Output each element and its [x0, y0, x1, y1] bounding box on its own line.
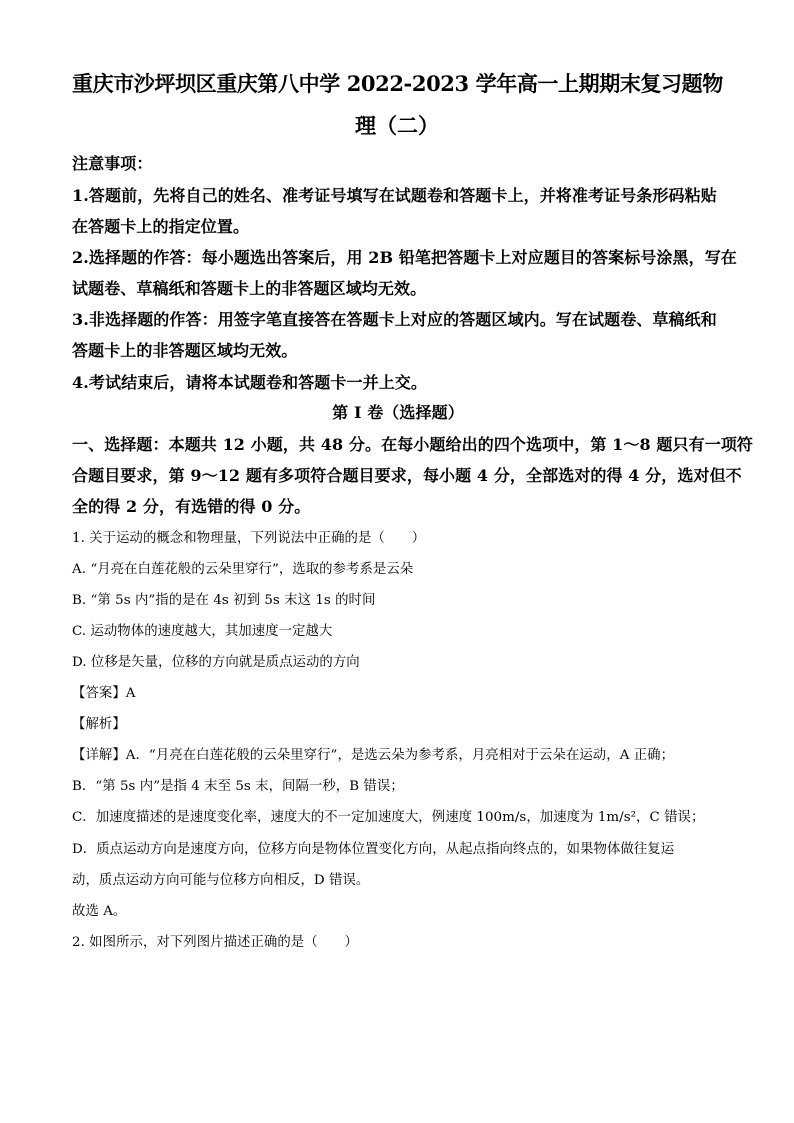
section-intro-line: 合题目要求，第 9～12 题有多项符合题目要求，每小题 4 分，全部选对的得 4 分，选对但不	[72, 466, 742, 485]
question-1-stem: 1. 关于运动的概念和物理量，下列说法中正确的是（ ）	[72, 531, 426, 546]
question-1-detail-line: 动，质点运动方向可能与位移方向相反，D 错误。	[72, 873, 370, 888]
question-1-analysis-label: 【解析】	[72, 717, 126, 732]
section-intro-line: 全的得 2 分，有选错的得 0 分。	[72, 497, 311, 516]
question-1-detail-line: 【详解】A．“月亮在白莲花般的云朵里穿行”，是选云朵为参考系，月亮相对于云朵在运动，A 正确；	[72, 748, 675, 763]
question-1-detail-line: D．质点运动方向是速度方向，位移方向是物体位置变化方向，从起点指向终点的，如果物体做往复运	[72, 842, 675, 857]
notice-line: 在答题卡上的指定位置。	[72, 217, 250, 236]
question-1-detail-line: C．加速度描述的是速度变化率，速度大的不一定加速度大，例速度 100m/s，加速度为 1m/s²，C 错误；	[72, 810, 705, 825]
section-intro-line: 一、选择题：本题共 12 小题，共 48 分。在每小题给出的四个选项中，第 1～8 题只有一项符	[72, 435, 754, 454]
document-title-line-1: 重庆市沙坪坝区重庆第八中学 2022-2023 学年高一上期期末复习题物	[72, 71, 723, 96]
question-2-stem: 2. 如图所示，对下列图片描述正确的是（ ）	[72, 935, 358, 950]
question-1-option-c: C. 运动物体的速度越大，其加速度一定越大	[72, 624, 333, 639]
notice-line: 答题卡上的非答题区域均无效。	[72, 341, 298, 360]
question-1-option-d: D. 位移是矢量，位移的方向就是质点运动的方向	[72, 655, 360, 670]
question-1-answer: 【答案】A	[72, 686, 136, 701]
question-1-option-a: A. “月亮在白莲花般的云朵里穿行”，选取的参考系是云朵	[72, 562, 414, 577]
notice-line: 1.答题前，先将自己的姓名、准考证号填写在试题卷和答题卡上，并将准考证号条形码粘贴	[72, 186, 717, 205]
notice-line: 4.考试结束后，请将本试题卷和答题卡一并上交。	[72, 373, 428, 392]
question-1-detail-line: B．“第 5s 内”是指 4 末至 5s 末，间隔一秒，B 错误；	[72, 779, 404, 794]
notice-line: 试题卷、草稿纸和答题卡上的非答题区域均无效。	[72, 279, 427, 298]
question-1-option-b: B. “第 5s 内”指的是在 4s 初到 5s 末这 1s 的时间	[72, 593, 376, 608]
notice-heading: 注意事项：	[72, 154, 153, 173]
section-title: 第 I 卷（选择题）	[332, 403, 464, 422]
notice-line: 3.非选择题的作答：用签字笔直接答在答题卡上对应的答题区域内。写在试题卷、草稿纸和	[72, 310, 717, 329]
notice-line: 2.选择题的作答：每小题选出答案后，用 2B 铅笔把答题卡上对应题目的答案标号涂黑，写在	[72, 248, 737, 267]
question-1-detail-line: 故选 A。	[72, 904, 127, 919]
document-title-line-2: 理（二）	[355, 113, 439, 138]
